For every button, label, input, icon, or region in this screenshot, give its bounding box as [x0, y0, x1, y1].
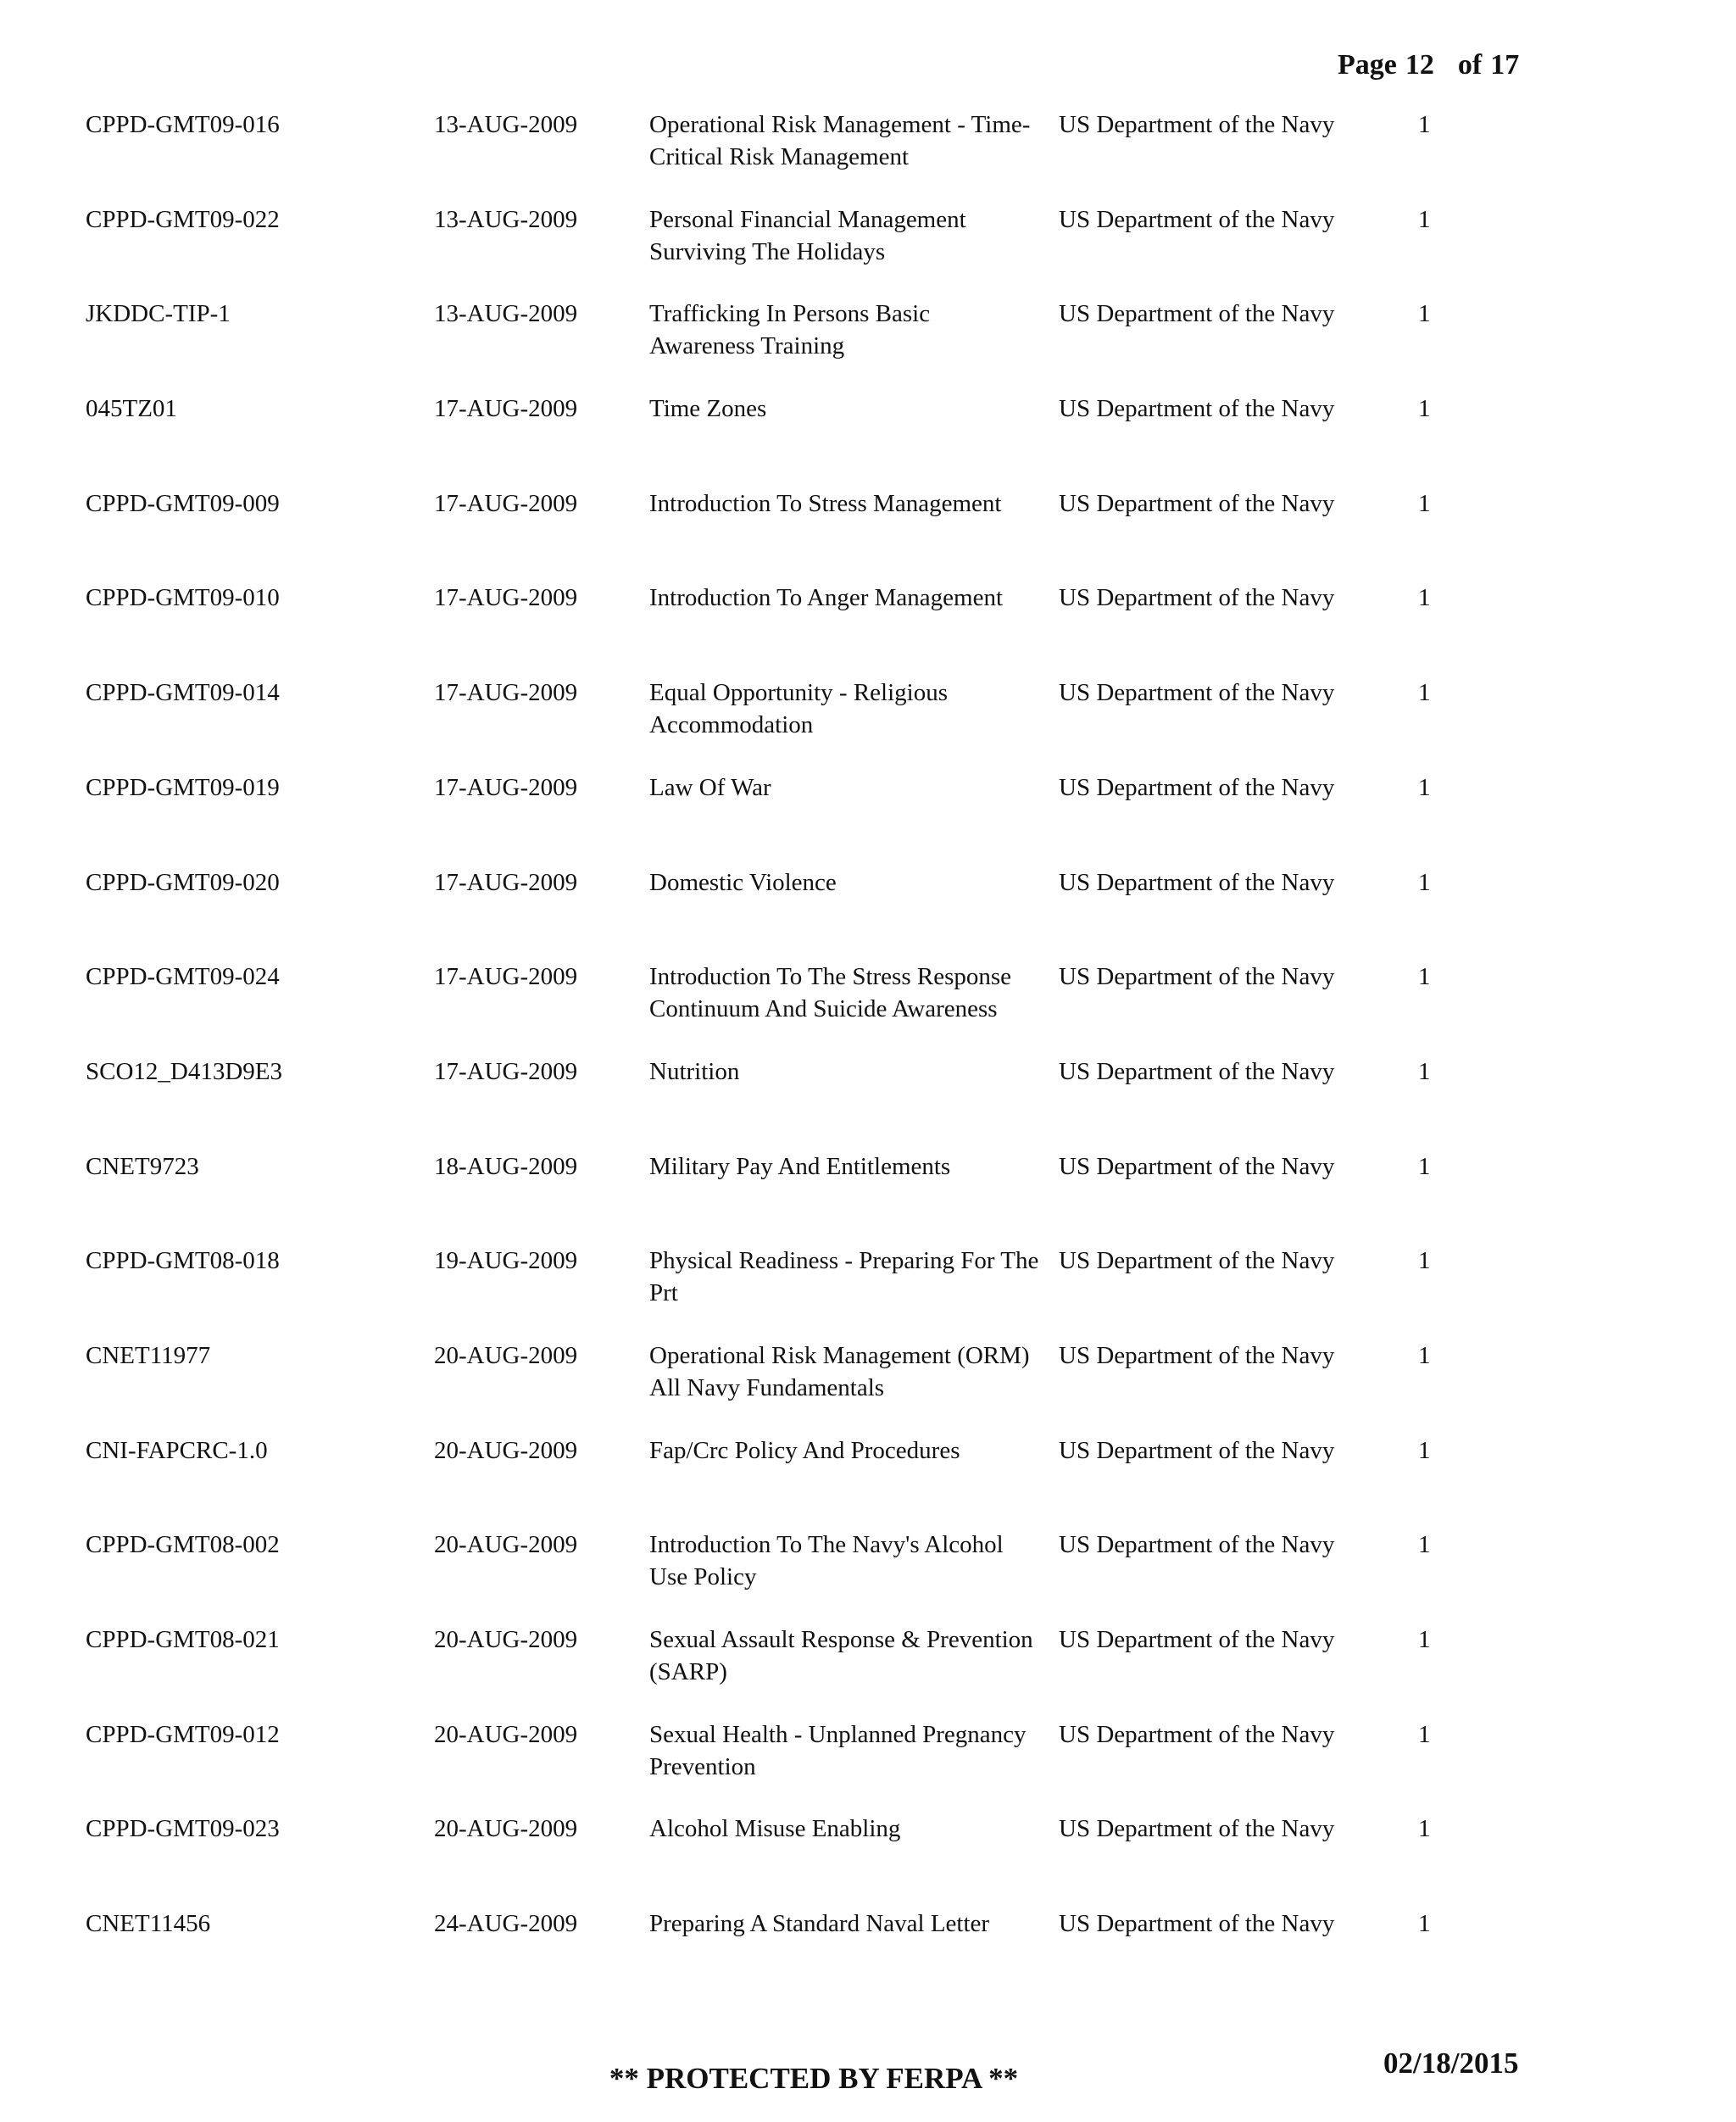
- organization: US Department of the Navy: [1059, 1247, 1335, 1275]
- completion-date: 13-AUG-2009: [434, 300, 578, 328]
- course-title: Personal Financial Management Surviving The Holidays: [649, 205, 966, 265]
- table-row: [0, 961, 1736, 1055]
- print-date: 02/18/2015: [1383, 2047, 1519, 2080]
- table-row: [0, 1624, 1736, 1718]
- course-title: Introduction To Stress Management: [649, 489, 1002, 517]
- course-code: CPPD-GMT09-014: [86, 679, 280, 707]
- page-current: 12: [1405, 49, 1434, 81]
- organization: US Department of the Navy: [1059, 773, 1335, 801]
- completion-date: 17-AUG-2009: [434, 868, 578, 896]
- organization: US Department of the Navy: [1059, 1531, 1335, 1559]
- course-code: CPPD-GMT09-009: [86, 489, 280, 517]
- course-title: Equal Opportunity - Religious Accommodation: [649, 679, 948, 739]
- course-title: Military Pay And Entitlements: [649, 1152, 951, 1180]
- credit: 1: [1418, 679, 1431, 707]
- course-title: Law Of War: [649, 773, 771, 801]
- organization: US Department of the Navy: [1059, 963, 1335, 991]
- course-code: CPPD-GMT09-010: [86, 584, 280, 612]
- course-title: Operational Risk Management (ORM) All Navy Fundamentals: [649, 1341, 1030, 1401]
- course-title: Time Zones: [649, 395, 767, 423]
- completion-date: 13-AUG-2009: [434, 205, 578, 233]
- course-title: Operational Risk Management - Time-Critical Risk Management: [649, 111, 1031, 170]
- course-code: 045TZ01: [86, 395, 177, 423]
- course-title: Introduction To Anger Management: [649, 584, 1004, 612]
- course-title: Fap/Crc Policy And Procedures: [649, 1436, 960, 1464]
- course-title: Alcohol Misuse Enabling: [649, 1815, 901, 1843]
- course-code: CPPD-GMT09-019: [86, 773, 280, 801]
- credit: 1: [1418, 489, 1431, 517]
- completion-date: 20-AUG-2009: [434, 1626, 578, 1653]
- course-code: CNET11456: [86, 1910, 211, 1938]
- course-title: Domestic Violence: [649, 868, 837, 896]
- credit: 1: [1418, 1341, 1431, 1369]
- ferpa-notice: ** PROTECTED BY FERPA **: [609, 2062, 1019, 2095]
- completion-date: 18-AUG-2009: [434, 1152, 578, 1180]
- course-code: CPPD-GMT09-022: [86, 205, 280, 233]
- course-title: Introduction To The Navy's Alcohol Use Policy: [649, 1531, 1004, 1591]
- organization: US Department of the Navy: [1059, 111, 1335, 138]
- table-row: [0, 1055, 1736, 1150]
- credit: 1: [1418, 1720, 1431, 1748]
- credit: 1: [1418, 111, 1431, 138]
- organization: US Department of the Navy: [1059, 584, 1335, 612]
- table-row: [0, 109, 1736, 203]
- table-row: [0, 677, 1736, 771]
- credit: 1: [1418, 963, 1431, 991]
- course-code: CPPD-GMT09-016: [86, 111, 280, 138]
- credit: 1: [1418, 868, 1431, 896]
- completion-date: 17-AUG-2009: [434, 1057, 578, 1085]
- course-code: CPPD-GMT08-002: [86, 1531, 280, 1559]
- table-row: [0, 1434, 1736, 1529]
- course-code: CPPD-GMT09-012: [86, 1720, 280, 1748]
- organization: US Department of the Navy: [1059, 1057, 1335, 1085]
- organization: US Department of the Navy: [1059, 1152, 1335, 1180]
- completion-date: 17-AUG-2009: [434, 584, 578, 612]
- table-row: [0, 1718, 1736, 1813]
- completion-date: 20-AUG-2009: [434, 1341, 578, 1369]
- organization: US Department of the Navy: [1059, 1815, 1335, 1843]
- completion-date: 17-AUG-2009: [434, 489, 578, 517]
- course-code: CPPD-GMT09-024: [86, 963, 280, 991]
- page-total: 17: [1490, 49, 1520, 81]
- table-row: [0, 771, 1736, 866]
- credit: 1: [1418, 584, 1431, 612]
- course-title: Physical Readiness - Preparing For The Prt: [649, 1247, 1039, 1307]
- credit: 1: [1418, 1152, 1431, 1180]
- course-code: CPPD-GMT09-020: [86, 868, 280, 896]
- credit: 1: [1418, 1815, 1431, 1843]
- organization: US Department of the Navy: [1059, 1910, 1335, 1938]
- credit: 1: [1418, 205, 1431, 233]
- course-title: Preparing A Standard Naval Letter: [649, 1910, 990, 1938]
- table-row: [0, 1339, 1736, 1434]
- credit: 1: [1418, 1531, 1431, 1559]
- organization: US Department of the Navy: [1059, 489, 1335, 517]
- course-code: CPPD-GMT09-023: [86, 1815, 280, 1843]
- completion-date: 17-AUG-2009: [434, 773, 578, 801]
- organization: US Department of the Navy: [1059, 679, 1335, 707]
- completion-date: 20-AUG-2009: [434, 1436, 578, 1464]
- course-title: Trafficking In Persons Basic Awareness Training: [649, 300, 931, 360]
- credit: 1: [1418, 1910, 1431, 1938]
- organization: US Department of the Navy: [1059, 205, 1335, 233]
- completion-date: 24-AUG-2009: [434, 1910, 578, 1938]
- page-label: Page: [1338, 49, 1397, 81]
- course-title: Sexual Health - Unplanned Pregnancy Prevention: [649, 1720, 1027, 1780]
- credit: 1: [1418, 395, 1431, 423]
- organization: US Department of the Navy: [1059, 300, 1335, 328]
- table-row: [0, 298, 1736, 393]
- credit: 1: [1418, 300, 1431, 328]
- credit: 1: [1418, 1436, 1431, 1464]
- completion-date: 20-AUG-2009: [434, 1720, 578, 1748]
- table-row: [0, 1529, 1736, 1624]
- completion-date: 20-AUG-2009: [434, 1531, 578, 1559]
- credit: 1: [1418, 773, 1431, 801]
- course-code: CNI-FAPCRC-1.0: [86, 1436, 268, 1464]
- table-row: [0, 582, 1736, 677]
- table-row: [0, 1908, 1736, 2002]
- completion-date: 20-AUG-2009: [434, 1815, 578, 1843]
- course-code: CNET11977: [86, 1341, 211, 1369]
- organization: US Department of the Navy: [1059, 868, 1335, 896]
- credit: 1: [1418, 1247, 1431, 1275]
- table-row: [0, 866, 1736, 961]
- table-row: [0, 1150, 1736, 1245]
- completion-date: 17-AUG-2009: [434, 963, 578, 991]
- organization: US Department of the Navy: [1059, 395, 1335, 423]
- table-row: [0, 203, 1736, 298]
- organization: US Department of the Navy: [1059, 1626, 1335, 1653]
- credit: 1: [1418, 1626, 1431, 1653]
- completion-date: 17-AUG-2009: [434, 395, 578, 423]
- organization: US Department of the Navy: [1059, 1436, 1335, 1464]
- course-code: CNET9723: [86, 1152, 199, 1180]
- completion-date: 19-AUG-2009: [434, 1247, 578, 1275]
- course-code: CPPD-GMT08-018: [86, 1247, 280, 1275]
- table-row: [0, 487, 1736, 582]
- organization: US Department of the Navy: [1059, 1720, 1335, 1748]
- page-number: [1338, 49, 1519, 81]
- course-code: CPPD-GMT08-021: [86, 1626, 280, 1653]
- table-row: [0, 393, 1736, 487]
- table-row: [0, 1245, 1736, 1339]
- completion-date: 13-AUG-2009: [434, 111, 578, 138]
- page-of-label: of: [1457, 49, 1483, 81]
- course-code: JKDDC-TIP-1: [86, 300, 231, 328]
- course-title: Sexual Assault Response & Prevention (SARP): [649, 1626, 1033, 1685]
- course-title: Introduction To The Stress Response Continuum And Suicide Awareness: [649, 963, 1012, 1023]
- completion-date: 17-AUG-2009: [434, 679, 578, 707]
- course-code: SCO12_D413D9E3: [86, 1057, 283, 1085]
- credit: 1: [1418, 1057, 1431, 1085]
- table-row: [0, 1813, 1736, 1908]
- organization: US Department of the Navy: [1059, 1341, 1335, 1369]
- course-list: [0, 109, 1736, 2002]
- course-title: Nutrition: [649, 1057, 740, 1085]
